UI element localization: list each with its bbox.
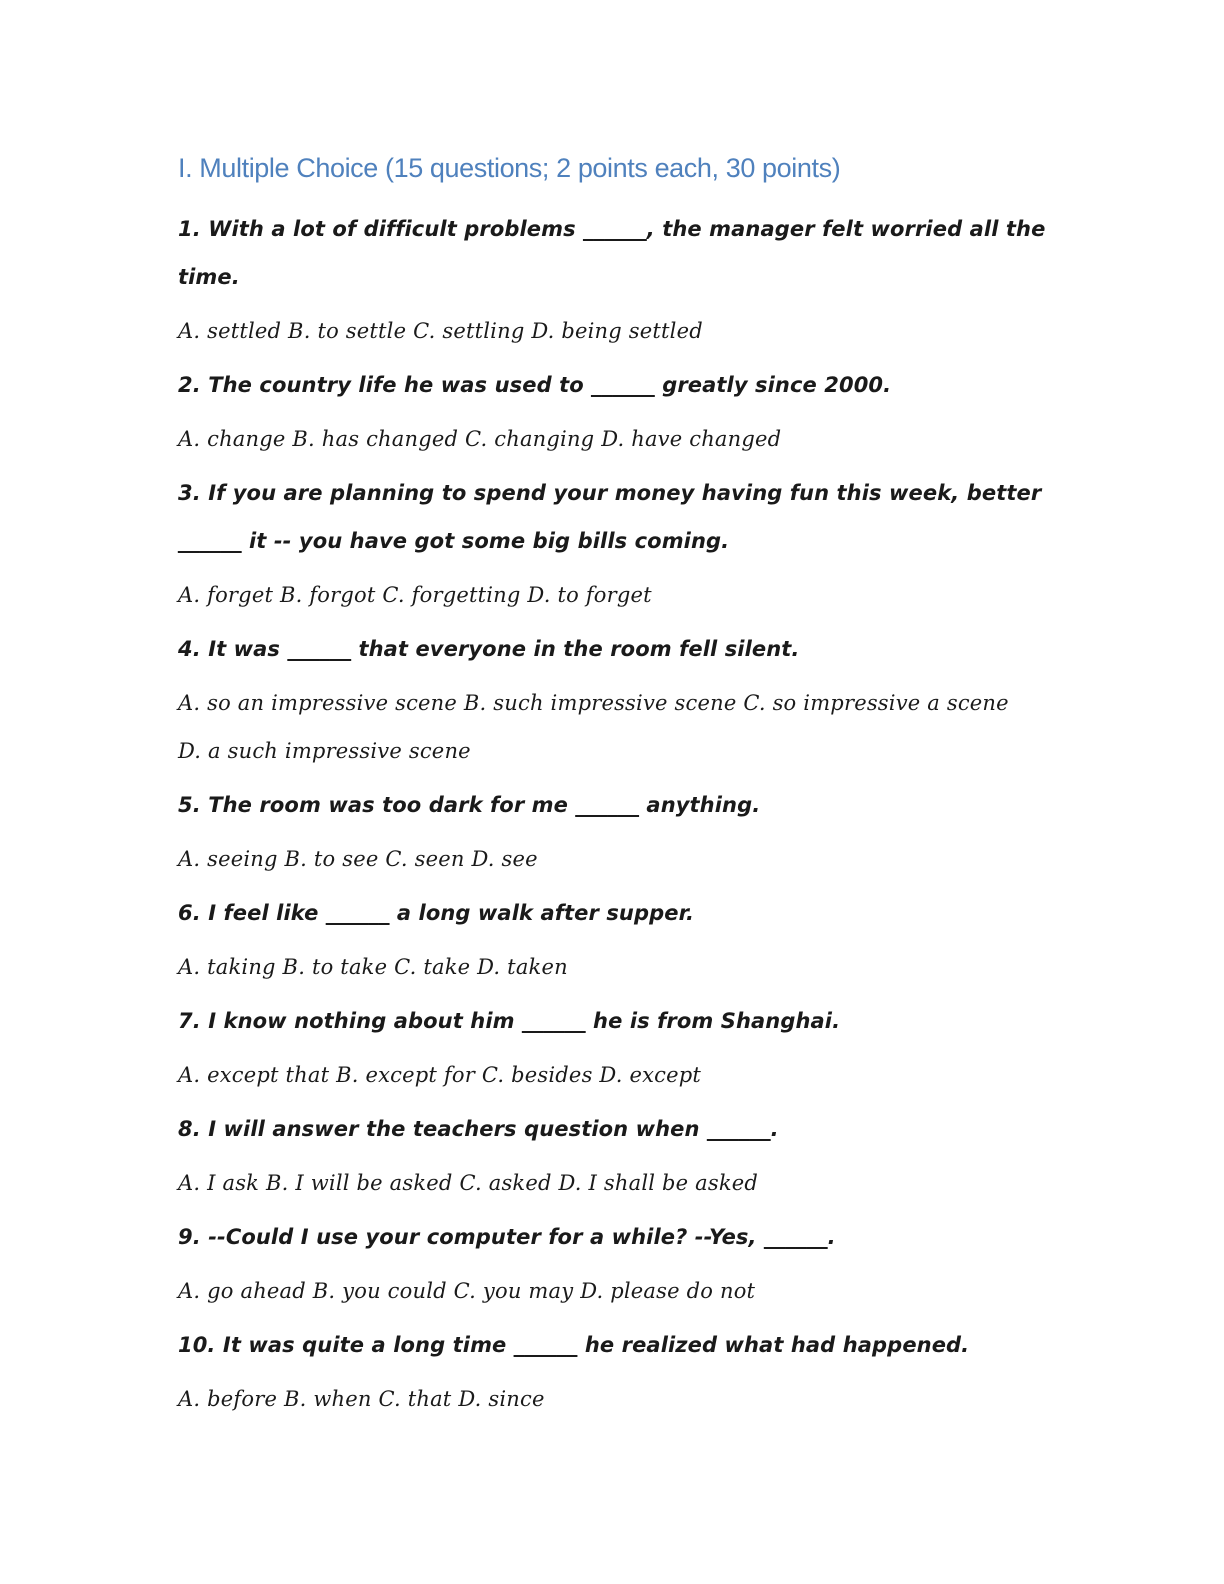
question-1-options: A. settled B. to settle C. settling D. being settled: [178, 319, 703, 343]
question-4-options-line-2: D. a such impressive scene: [178, 739, 471, 763]
section-title: I. Multiple Choice (15 questions; 2 points each, 30 points): [178, 153, 841, 183]
question-6-options: A. taking B. to take C. take D. taken: [178, 955, 568, 979]
question-2-stem: 2. The country life he was used to ______ greatly since 2000.: [178, 373, 892, 397]
question-5-stem: 5. The room was too dark for me ______ anything.: [178, 793, 761, 817]
question-3-options: A. forget B. forgot C. forgetting D. to forget: [178, 583, 652, 607]
question-1-stem-line-2: time.: [178, 265, 240, 289]
question-5-options: A. seeing B. to see C. seen D. see: [178, 847, 538, 871]
question-3-stem-line-1: 3. If you are planning to spend your money having fun this week, better: [178, 481, 1042, 505]
question-3-stem-line-2: ______ it -- you have got some big bills coming.: [178, 529, 730, 553]
question-7-stem: 7. I know nothing about him ______ he is from Shanghai.: [178, 1009, 841, 1033]
question-4-options-line-1: A. so an impressive scene B. such impressive scene C. so impressive a scene: [178, 691, 1009, 715]
question-4-stem: 4. It was ______ that everyone in the room fell silent.: [178, 637, 800, 661]
question-1-stem-line-1: 1. With a lot of difficult problems ______, the manager felt worried all the: [178, 217, 1046, 241]
question-10-options: A. before B. when C. that D. since: [178, 1387, 545, 1411]
question-9-options: A. go ahead B. you could C. you may D. please do not: [178, 1279, 756, 1303]
question-8-stem: 8. I will answer the teachers question when ______.: [178, 1117, 779, 1141]
question-10-stem: 10. It was quite a long time ______ he realized what had happened.: [178, 1333, 970, 1357]
question-2-options: A. change B. has changed C. changing D. have changed: [178, 427, 782, 451]
question-6-stem: 6. I feel like ______ a long walk after supper.: [178, 901, 695, 925]
question-9-stem: 9. --Could I use your computer for a while? --Yes, ______.: [178, 1225, 836, 1249]
question-8-options: A. I ask B. I will be asked C. asked D. I shall be asked: [178, 1171, 759, 1195]
question-7-options: A. except that B. except for C. besides D. except: [178, 1063, 701, 1087]
